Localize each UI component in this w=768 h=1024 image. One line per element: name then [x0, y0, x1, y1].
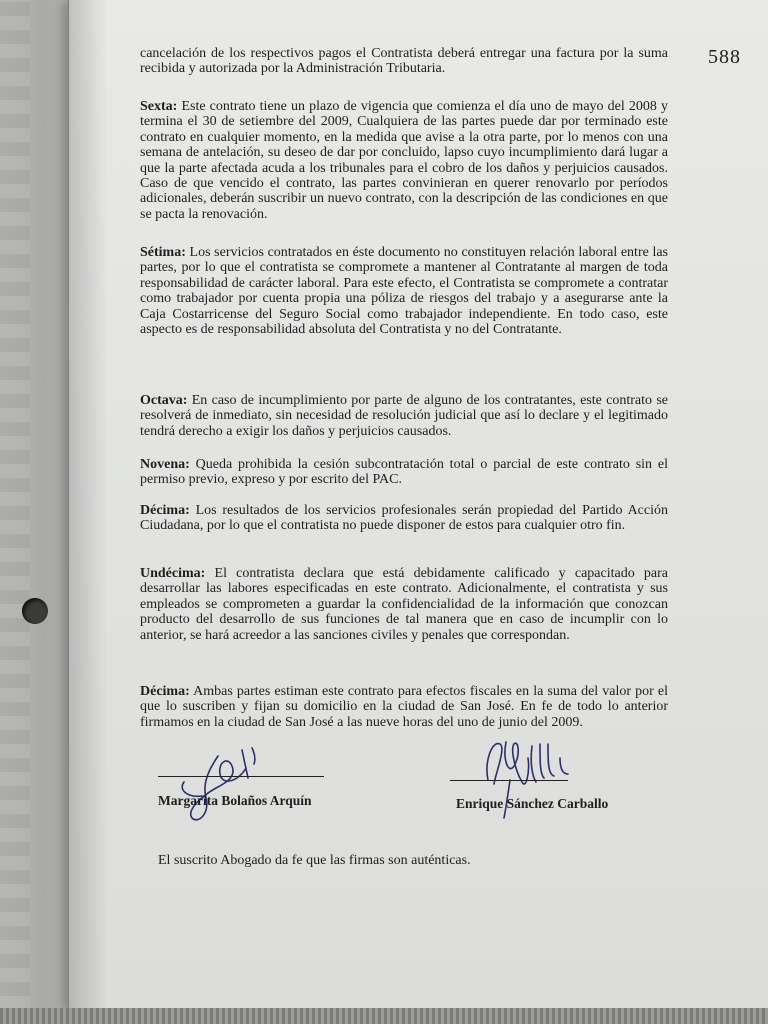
clause-heading: Novena: — [140, 457, 190, 472]
signatory-name-right: Enrique Sánchez Carballo — [456, 796, 609, 811]
paragraph-intro — [140, 46, 668, 77]
clause-body: Este contrato tiene un plazo de vigencia que comienza el día uno de mayo del 2008 y termina el 30 de setiembre del 2009, Cualquiera de las partes puede dar por terminado este contrato en cualquier momento, en la medida que avise a la otra parte, por lo menos con una semana de antelación, su deseo de dar por concluido, lapso cuyo incumplimiento dará lugar a que la parte afectada acuda a los tribunales para el cobro de los daños y perjuicios causados. Caso de que vencido el contrato, las partes convinieran en querer renovarlo por períodos adicionales, deberán suscribir un nuevo contrato, con la descripción de las condiciones en que se pacta la renovación. — [140, 99, 669, 222]
clause-body: Ambas partes estiman este contrato para efectos fiscales en la suma del valor por el que lo suscriben y fijan su domicilio en la ciudad de San José. En fe de todo lo anterior firmamos en la ciudad de San José a las nueve horas del uno de junio del 2009. — [140, 684, 669, 730]
attestation-text: El suscrito Abogado da fe que las firmas son auténticas. — [158, 853, 471, 868]
clause-octava — [140, 393, 668, 439]
page-fold-shadow — [68, 0, 108, 1012]
paragraph-body: cancelación de los respectivos pagos el Contratista deberá entregar una factura por la suma recibida y autorizada por la Administración Tributaria. — [140, 46, 668, 77]
clause-heading: Sexta: — [140, 99, 178, 114]
clause-undecima — [140, 566, 668, 643]
clause-body: Los servicios contratados en éste documento no constituyen relación laboral entre las partes, por lo que el contratista se compromete a mantener al Contratante al margen de toda responsabilidad de carácter laboral. Para este efecto, el Contratista se compromete a contratar como trabajador por cuenta propia una póliza de riesgos del trabajo y a asegurarse ante la Caja Costarricense del Seguro Social como trabajador independiente. En todo caso, este aspecto es de responsabilidad absoluta del Contratista y no del Contratante. — [140, 245, 669, 338]
page-number: 588 — [708, 46, 741, 68]
clause-body: Los resultados de los servicios profesionales serán propiedad del Partido Acción Ciudadana, por lo que el contratista no puede disponer de estos para cualquier otro fin. — [140, 503, 669, 534]
signatory-name-left: Margarita Bolaños Arquín — [158, 793, 312, 808]
signature-line-right — [450, 780, 568, 781]
clause-novena — [140, 457, 668, 488]
clause-sexta — [140, 99, 668, 222]
signature-mark-left — [158, 738, 278, 828]
clause-decima-final — [140, 684, 668, 730]
clause-setima — [140, 245, 668, 337]
bottom-edge — [0, 1008, 768, 1024]
clause-body: El contratista declara que está debidamente calificado y capacitado para desarrollar las labores especificadas en este contrato. Adicionalmente, el contratista y sus empleados se comprometen a guardar la confidencialidad de la información que conozcan producto del desarrollo de sus funciones de tal manera que en caso de incumplir con lo anterior, se hará acreedor a las sanciones civiles y penales que correspondan. — [140, 566, 668, 643]
clause-heading: Sétima: — [140, 245, 186, 260]
background-page-edges — [0, 0, 30, 1024]
clause-heading: Décima: — [140, 503, 190, 518]
clause-body: Queda prohibida la cesión subcontratación total o parcial de este contrato sin el permiso previo, expreso y por escrito del PAC. — [140, 457, 669, 488]
clause-body: En caso de incumplimiento por parte de alguno de los contratantes, este contrato se resolverá de inmediato, sin necesidad de resolución judicial que así lo declare y el legitimado tendrá derecho a exigir los daños y perjuicios causados. — [140, 393, 668, 439]
binder-hole — [22, 598, 48, 624]
signature-line-left — [158, 776, 324, 777]
clause-heading: Undécima: — [140, 566, 206, 581]
clause-decima — [140, 503, 668, 534]
clause-heading: Décima: — [140, 684, 190, 699]
clause-heading: Octava: — [140, 393, 188, 408]
